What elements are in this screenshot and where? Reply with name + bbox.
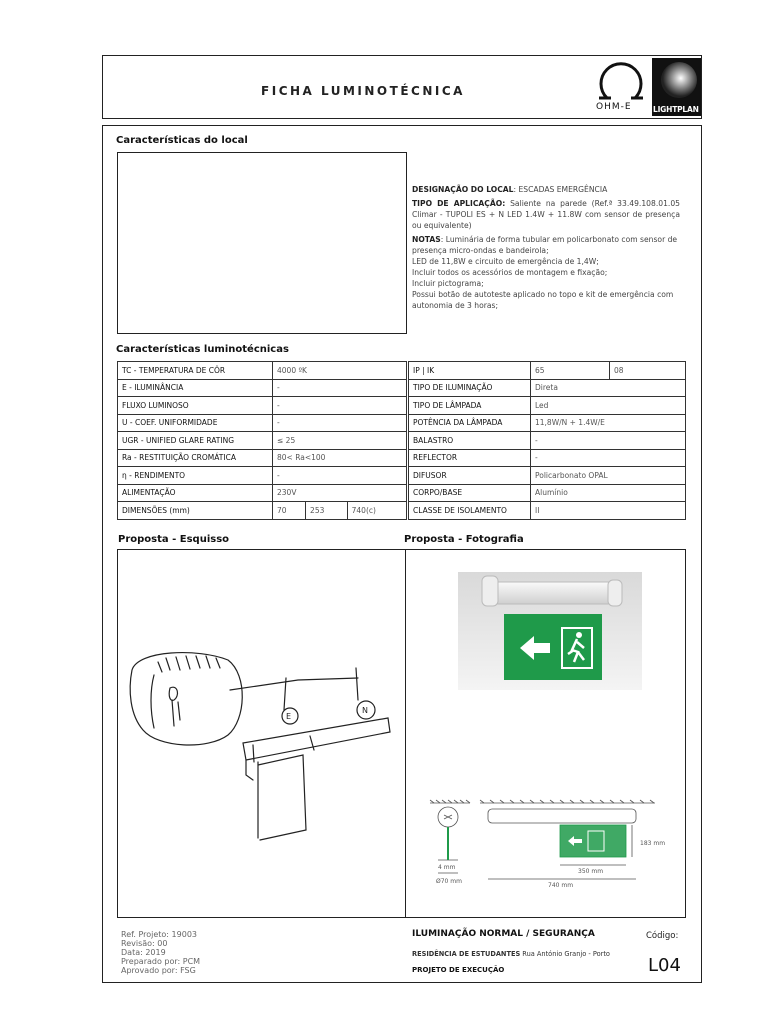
ref-line: Data: 2019 (121, 948, 166, 957)
row-label: U - COEF. UNIFORMIDADE (118, 414, 273, 432)
row-label: TC - TEMPERATURA DE CÔR (118, 362, 273, 380)
table-row (118, 362, 407, 380)
row-label: CORPO/BASE (409, 484, 531, 502)
row-value: 4000 ºK (273, 362, 407, 380)
notas-label: NOTAS (412, 235, 441, 244)
local-info (412, 184, 680, 311)
row-label: BALASTRO (409, 432, 531, 450)
dim-183: 183 mm (640, 840, 666, 847)
dim-value: 253 (306, 502, 348, 520)
row-label: CLASSE DE ISOLAMENTO (409, 502, 531, 520)
technical-drawing (420, 795, 680, 895)
row-label: η - RENDIMENTO (118, 467, 273, 485)
local-image-frame (117, 152, 407, 334)
dim-350: 350 mm (578, 868, 604, 875)
codigo-value: L04 (648, 955, 681, 976)
table-row (118, 467, 407, 485)
table-row (409, 362, 686, 380)
row-label: TIPO DE ILUMINAÇÃO (409, 379, 531, 397)
residencia-name: RESIDÊNCIA DE ESTUDANTES (412, 950, 521, 958)
table-row (409, 397, 686, 415)
row-value: - (531, 449, 686, 467)
dim-70: Ø70 mm (436, 878, 462, 885)
lumino-right-table (408, 361, 686, 520)
residencia-address: Rua António Granjo - Porto (520, 950, 610, 958)
notas-line: : Luminária de forma tubular em policarbonato com sensor de presença micro-ondas e bandeirola; (412, 235, 678, 255)
sketch-drawing (118, 550, 404, 916)
fotografia-title: Proposta - Fotografia (404, 534, 524, 545)
table-row (409, 502, 686, 520)
ohme-logo-text: OHM-E (596, 102, 632, 112)
table-row (409, 484, 686, 502)
row-value: - (273, 397, 407, 415)
row-value: II (531, 502, 686, 520)
tipo-label: TIPO DE APLICAÇÃO: (412, 199, 506, 208)
table-row (118, 484, 407, 502)
ohme-logo (593, 58, 649, 116)
row-value: Direta (531, 379, 686, 397)
row-value: - (273, 379, 407, 397)
notas-line: Possui botão de autoteste aplicado no topo e kit de emergência com autonomia de 3 horas; (412, 290, 674, 310)
proposta-divider (405, 549, 406, 918)
sketch-label-e: E (286, 712, 292, 721)
row-value: Alumínio (531, 484, 686, 502)
designacao-value: : ESCADAS EMERGÊNCIA (513, 185, 608, 194)
ip-value: 65 (531, 362, 610, 380)
row-value: 80< Ra<100 (273, 449, 407, 467)
tipo-value: Saliente na parede (Ref.ª 33.49.108.01.05 Climar - TUPOLI ES + N LED 1.4W + 11.8W com sensor de presença ou equivalente) (412, 199, 680, 230)
ip-label: IP | IK (409, 362, 531, 380)
notas-line: Incluir pictograma; (412, 279, 484, 288)
lightplan-logo-text: LIGHTPLAN (653, 105, 699, 114)
local-section-title: Características do local (116, 135, 248, 146)
table-row (118, 449, 407, 467)
table-row (118, 379, 407, 397)
row-label: TIPO DE LÂMPADA (409, 397, 531, 415)
table-row (409, 449, 686, 467)
page-title: FICHA LUMINOTÉCNICA (261, 84, 465, 98)
table-row (409, 467, 686, 485)
dim-label: DIMENSÕES (mm) (118, 502, 273, 520)
product-photo (458, 572, 642, 690)
header-box (102, 55, 702, 119)
residencia-line (412, 950, 610, 958)
row-label: REFLECTOR (409, 449, 531, 467)
table-row (118, 397, 407, 415)
row-value: Policarbonato OPAL (531, 467, 686, 485)
row-label: DIFUSOR (409, 467, 531, 485)
ref-line: Revisão: 00 (121, 939, 168, 948)
sketch-label-n: N (362, 706, 368, 715)
row-value: - (273, 414, 407, 432)
table-row (409, 414, 686, 432)
designacao-label: DESIGNAÇÃO DO LOCAL (412, 185, 514, 194)
row-value: Led (531, 397, 686, 415)
row-label: FLUXO LUMINOSO (118, 397, 273, 415)
table-row (118, 502, 407, 520)
row-label: E - ILUMINÂNCIA (118, 379, 273, 397)
row-label: ALIMENTAÇÃO (118, 484, 273, 502)
ref-line: Preparado por: PCM (121, 957, 201, 966)
ik-value: 08 (610, 362, 686, 380)
esquisso-title: Proposta - Esquisso (118, 534, 230, 545)
table-row (409, 379, 686, 397)
footer-title: ILUMINAÇÃO NORMAL / SEGURANÇA (412, 929, 595, 939)
row-label: Ra - RESTITUIÇÃO CROMÁTICA (118, 449, 273, 467)
dim-value: 70 (273, 502, 306, 520)
dim-4: 4 mm (438, 864, 456, 871)
row-value: ≤ 25 (273, 432, 407, 450)
table-row (118, 414, 407, 432)
row-value: - (273, 467, 407, 485)
table-row (409, 432, 686, 450)
ref-line: Aprovado por: FSG (121, 966, 196, 975)
lightplan-logo (652, 58, 701, 116)
ref-line: Ref. Projeto: 19003 (121, 930, 197, 939)
projeto-label: PROJETO DE EXECUÇÃO (412, 966, 505, 974)
row-value: - (531, 432, 686, 450)
lumino-left-table (117, 361, 407, 520)
row-value: 11,8W/N + 1.4W/E (531, 414, 686, 432)
row-label: UGR - UNIFIED GLARE RATING (118, 432, 273, 450)
table-row (118, 432, 407, 450)
notas-line: LED de 11,8W e circuito de emergência de 1,4W; (412, 257, 599, 266)
dim-value: 740(c) (347, 502, 406, 520)
row-label: POTÊNCIA DA LÂMPADA (409, 414, 531, 432)
codigo-label: Código: (646, 931, 679, 941)
ref-block (121, 930, 200, 975)
dim-740: 740 mm (548, 882, 574, 889)
notas-line: Incluir todos os acessórios de montagem e fixação; (412, 268, 608, 277)
lumino-section-title: Características luminotécnicas (116, 344, 289, 355)
row-value: 230V (273, 484, 407, 502)
